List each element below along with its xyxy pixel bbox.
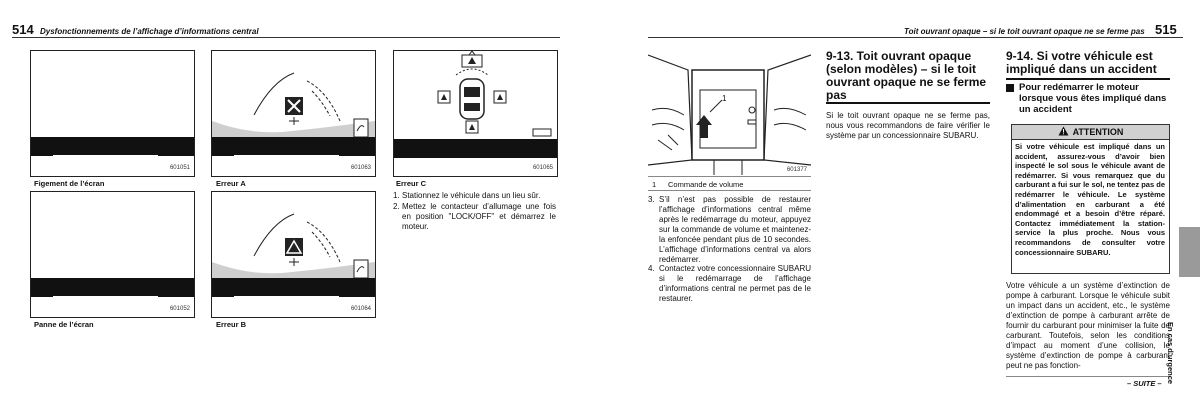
- legend-text: Commande de volume: [668, 180, 744, 189]
- figure-code: 601051: [169, 165, 190, 171]
- step-text: Stationnez le véhicule dans un lieu sûr.: [402, 191, 541, 200]
- bottom-rule: [1006, 376, 1170, 377]
- figure-rule: [648, 176, 811, 177]
- continued-label: – SUITE –: [1127, 379, 1162, 388]
- legend-number: 1: [652, 180, 657, 189]
- caption-error-b: Erreur B: [216, 320, 247, 329]
- figure-code: 601377: [786, 167, 807, 173]
- step-number: 3.: [648, 195, 655, 204]
- step-text: Mettez le contacteur d’allumage une fois en position "LOCK/OFF" et démarrez le moteur.: [402, 202, 556, 231]
- step-text: Contactez votre concessionnaire SUBARU si le redémarrage de l’affichage d’informations central ne permet pas de le restaurer.: [659, 264, 811, 303]
- header-rule-right: [648, 37, 1183, 38]
- figure-code: 601065: [532, 165, 553, 171]
- page-number-right: 515: [1155, 22, 1177, 37]
- header-rule-left: [12, 37, 560, 38]
- warning-triangle-icon: [1058, 126, 1069, 136]
- section-913-title: 9-13. Toit ouvrant opaque (selon modèles) – si le toit ouvrant opaque ne se ferme pas: [826, 49, 987, 102]
- warning-text: Si votre véhicule est impliqué dans un accident, assurez-vous d’avoir bien inspecté le sol sous le véhicule avant de redémarrer. Si vous remarquez que du carburant a fui sur le sol, ne tentez pas de redémarrer le véhicule. Le système d’alimentation en carburant a été endommagé et a besoin d’être réparé. Contactez immédiatement la station-service la plus proche. Nous vous recommandons de consulter votre concessionnaire SUBARU.: [1015, 142, 1165, 257]
- section-914-title: 9-14. Si votre véhicule est impliqué dans un accident: [1006, 49, 1157, 76]
- caption-screen-failure: Panne de l’écran: [34, 320, 94, 329]
- square-bullet-icon: [1006, 84, 1014, 92]
- figure-error-a: [211, 50, 376, 177]
- step-number: 1.: [393, 191, 400, 200]
- figure-screen-freeze: [30, 50, 195, 177]
- section-914-rule: [1006, 78, 1170, 80]
- legend-rule: [648, 190, 811, 191]
- chapter-tab: [1179, 227, 1200, 277]
- error-c-title: Erreur C: [396, 179, 427, 188]
- section-914-body: Votre véhicule a un système d’extinction de pompe à carburant. Lorsque le véhicule subit un impact dans un accident, etc., le système d’extinction de pompe à carburant arrête de fournir du carburant pour minimiser la fuite de carburant. Toutefois, selon les conditions d’impact au moment d’une collision, le système d’extinction de pompe à carburant peut ne pas fonction-: [1006, 281, 1170, 370]
- callout-number: 1: [722, 94, 727, 103]
- caption-error-a: Erreur A: [216, 179, 246, 188]
- figure-screen-failure: [30, 191, 195, 318]
- caption-screen-freeze: Figement de l’écran: [34, 179, 105, 188]
- figure-error-c: [393, 50, 558, 177]
- figure-code: 601064: [350, 306, 371, 312]
- page-number-left: 514: [12, 22, 34, 37]
- figure-code: 601052: [169, 306, 190, 312]
- header-title-left: Dysfonctionnements de l’affichage d’informations central: [40, 27, 259, 36]
- figure-code: 601063: [350, 165, 371, 171]
- figure-error-b: [211, 191, 376, 318]
- chapter-tab-label: En cas d’urgence: [1166, 322, 1175, 385]
- section-913-rule: [826, 102, 990, 104]
- step-number: 2.: [393, 202, 400, 211]
- figure-dashboard: [648, 50, 811, 175]
- step-text: S’il n’est pas possible de restaurer l’affichage d’informations central même après le redémarrage du moteur, appuyez sur la commande de volume et maintenez-la enfoncée pendant plus de 10 secondes. L’affichage d’informations central va alors redémarrer.: [659, 195, 811, 264]
- step-number: 4.: [648, 264, 655, 273]
- section-913-body: Si le toit ouvrant opaque ne se ferme pas, nous vous recommandons de faire vérifier le système par un concessionnaire SUBARU.: [826, 111, 990, 140]
- warning-box: [1011, 138, 1170, 274]
- warning-label: ATTENTION: [1072, 127, 1124, 137]
- section-914-subtitle: Pour redémarrer le moteur lorsque vous êtes impliqué dans un accident: [1019, 82, 1167, 115]
- header-title-right: Toit ouvrant opaque – si le toit ouvrant opaque ne se ferme pas: [904, 27, 1145, 36]
